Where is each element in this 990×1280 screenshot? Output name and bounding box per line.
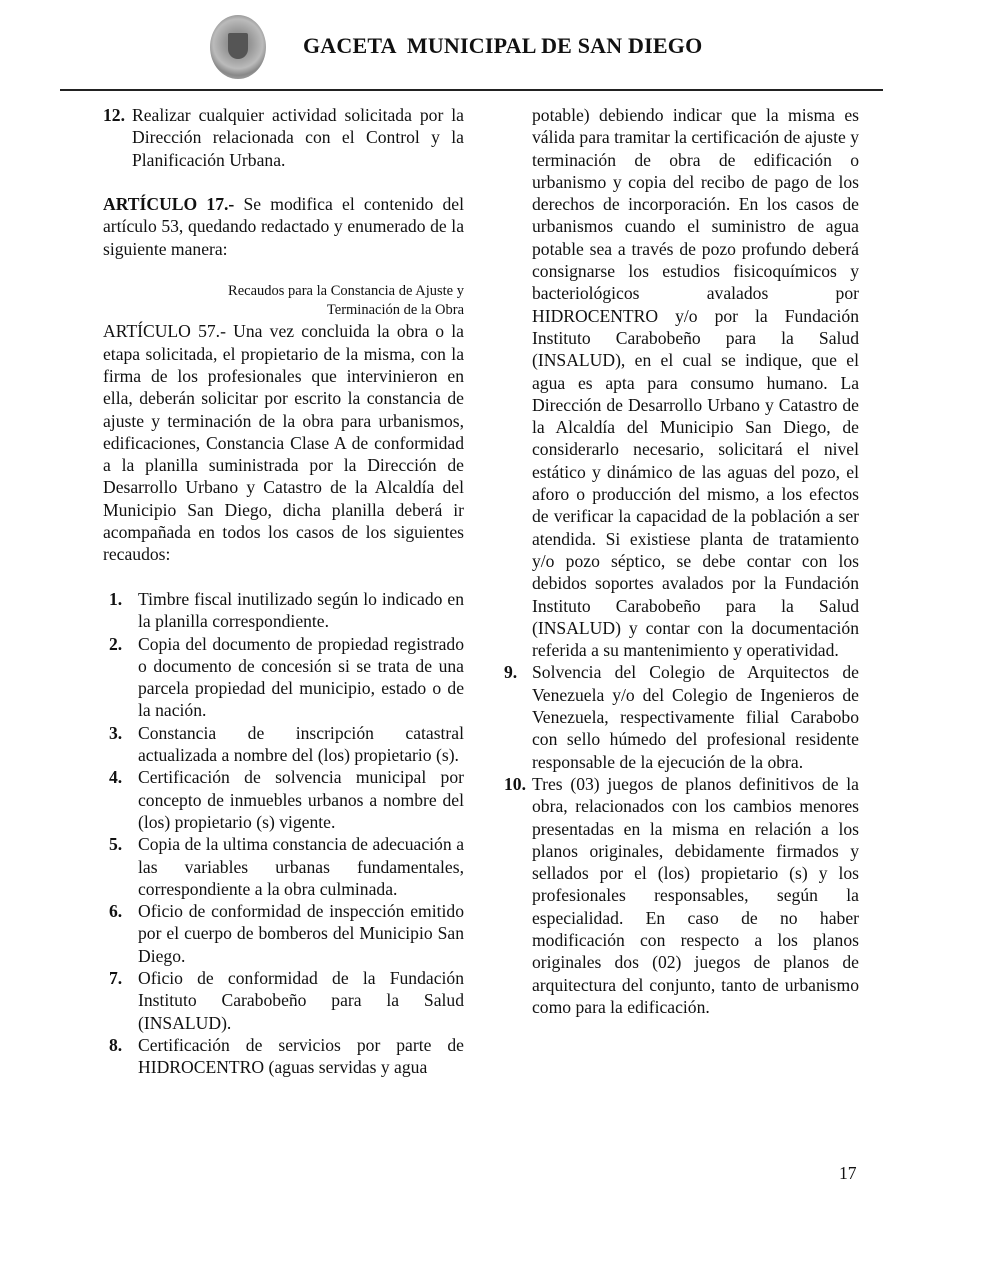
right-column [504, 104, 859, 1018]
list-item [504, 661, 859, 772]
item-number: 5. [109, 834, 123, 855]
item-number: 12. [103, 105, 125, 125]
list-item [109, 633, 464, 722]
article-57: ARTÍCULO 57.- Una vez concluida la obra o la etapa solicitada, el propietario de la misma, con la firma de los profesionales que intervinieron en ella, deberán solicitar por escrito la constancia de ajuste y terminación de la obra para urbanismos, edificaciones, Constancia Clase A de conformidad a la planilla suministrada por la Dirección de Desarrollo Urbano y Catastro de la Alcaldía del Municipio San Diego, dicha planilla deberá ir acompañada en todos los casos de los siguientes recaudos: [103, 321, 464, 565]
article-caption: Recaudos para la Constancia de Ajuste y Terminación de la Obra [228, 283, 464, 319]
coat-of-arms-icon [228, 33, 248, 59]
item-text: Oficio de conformidad de inspección emitido por el cuerpo de bomberos del Municipio San Diego. [138, 901, 464, 966]
item-text: Oficio de conformidad de la Fundación Instituto Carabobeño para la Salud (INSALUD). [138, 967, 464, 1033]
item-text: Copia de la ultima constancia de adecuación a las variables urbanas fundamentales, correspondiente a la obra culminada. [138, 834, 464, 899]
page-number: 17 [839, 1163, 857, 1183]
article-17-text: Se modifica el contenido del artículo 53, quedando redactado y enumerado de la siguiente manera: [103, 194, 464, 259]
item-8-continuation: potable) debiendo indicar que la misma es válida para tramitar la certificación de ajuste y terminación de obra de edificación o urbanismo y copia del recibo de pago de los derechos de incorporación. En los casos de urbanismos cuando el suministro de agua potable sea a través de pozo profundo deberá consignarse los estudios fisicoquímicos y bacteriológicos avalados por HIDROCENTRO y/o por la Fundación Instituto Carabobeño para la Salud (INSALUD), en el cual se indique, que el agua es apta para consumo humano. La Dirección de Desarrollo Urbano y Catastro de la Alcaldía del Municipio San Diego, de considerarlo necesario, solicitará el nivel estático y dinámico de las aguas del pozo, el aforo o producción del mismo, a los efectos de verificar la capacidad de la población a ser atendida. Si existiese planta de tratamiento y/o pozo séptico, se debe contar con los debidos soportes avalados por la Fundación Instituto Carabobeño para la Salud (INSALUD) y contar con la documentación referida a su mantenimiento y operatividad. [532, 105, 859, 661]
header-divider [60, 89, 883, 91]
item-text: Solvencia del Colegio de Arquitectos de Venezuela y/o del Colegio de Ingenieros de Venezuela, respectivamente filial Carabobo con sello húmedo del profesional residente responsable de la ejecución de la obra. [532, 662, 859, 772]
article-17-label: ARTÍCULO 17.- [103, 194, 235, 215]
list-item [109, 766, 464, 833]
item-text: Timbre fiscal inutilizado según lo indicado en la planilla correspondiente. [138, 588, 464, 632]
gazette-title: GACETA MUNICIPAL DE SAN DIEGO [303, 33, 703, 58]
item-number: 10. [504, 773, 526, 794]
item-text: Realizar cualquier actividad solicitada por la Dirección relacionada con el Control y la Planificación Urbana. [132, 105, 464, 170]
item-number: 1. [109, 588, 123, 609]
list-item [109, 833, 464, 900]
list-item [109, 588, 464, 633]
item-number: 9. [504, 662, 518, 683]
list-item-12 [103, 104, 464, 171]
article-17 [103, 193, 464, 260]
item-number: 6. [109, 901, 123, 922]
item-text: Copia del documento de propiedad registrado o documento de concesión si se trata de una parcela propiedad del municipio, estado o de la nación. [138, 633, 464, 721]
municipal-seal-logo [210, 15, 266, 79]
item-number: 4. [109, 767, 123, 788]
item-number: 7. [109, 967, 123, 988]
list-item [109, 967, 464, 1034]
item-text: Certificación de solvencia municipal por concepto de inmuebles urbanos a nombre del (los) propietario (s) vigente. [138, 767, 464, 832]
list-item [109, 900, 464, 967]
item-text: Certificación de servicios por parte de HIDROCENTRO (aguas servidas y agua [138, 1034, 464, 1078]
item-number: 2. [109, 633, 123, 654]
left-column [103, 104, 464, 1078]
item-text: Constancia de inscripción catastral actualizada a nombre del (los) propietario (s). [138, 722, 464, 766]
item-number: 8. [109, 1034, 123, 1055]
item-number: 3. [109, 722, 123, 743]
item-text: Tres (03) juegos de planos definitivos de la obra, relacionados con los cambios menores presentadas en la misma en relación a los planos originales, debidamente firmados y sellados por el (los) propietario (s) y los profesionales responsables, según la especialidad. En caso de no haber modificación con respecto a los planos originales dos (02) juegos de planos de arquitectura del conjunto, tanto de urbanismo como para la edificación. [532, 773, 859, 1017]
list-item [109, 722, 464, 767]
list-item [504, 773, 859, 1018]
list-item [109, 1034, 464, 1079]
